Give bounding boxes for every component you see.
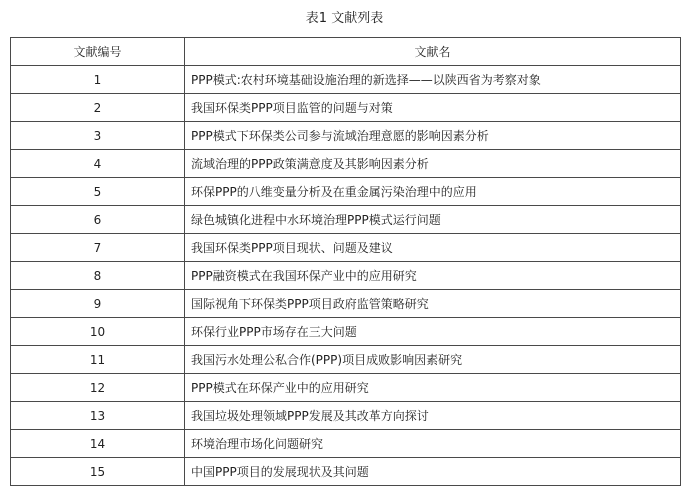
- ref-title: 流域治理的PPP政策满意度及其影响因素分析: [185, 150, 681, 178]
- ref-number: 11: [11, 346, 185, 374]
- ref-number: 13: [11, 402, 185, 430]
- table-row: [11, 234, 681, 262]
- table-row: [11, 150, 681, 178]
- table-row: [11, 458, 681, 486]
- ref-title: 国际视角下环保类PPP项目政府监管策略研究: [185, 290, 681, 318]
- ref-number: 12: [11, 374, 185, 402]
- table-row: [11, 94, 681, 122]
- table-caption: 表1 文献列表: [305, 11, 384, 26]
- ref-title: 我国污水处理公私合作(PPP)项目成败影响因素研究: [185, 346, 681, 374]
- ref-number: 8: [11, 262, 185, 290]
- ref-title: PPP融资模式在我国环保产业中的应用研究: [185, 262, 681, 290]
- ref-title: 环境治理市场化问题研究: [185, 430, 681, 458]
- ref-title: PPP模式:农村环境基础设施治理的新选择——以陕西省为考察对象: [185, 66, 681, 94]
- reference-table: [10, 37, 681, 486]
- table-row: [11, 178, 681, 206]
- ref-number: 9: [11, 290, 185, 318]
- table-row: [11, 206, 681, 234]
- table-row: [11, 346, 681, 374]
- ref-title: 我国环保类PPP项目现状、问题及建议: [185, 234, 681, 262]
- ref-number: 10: [11, 318, 185, 346]
- ref-number: 3: [11, 122, 185, 150]
- ref-number: 14: [11, 430, 185, 458]
- ref-title: 中国PPP项目的发展现状及其问题: [185, 458, 681, 486]
- table-row: [11, 290, 681, 318]
- table-row: [11, 430, 681, 458]
- table-row: [11, 66, 681, 94]
- ref-number: 5: [11, 178, 185, 206]
- ref-number: 1: [11, 66, 185, 94]
- ref-number: 15: [11, 458, 185, 486]
- ref-number: 6: [11, 206, 185, 234]
- ref-number: 2: [11, 94, 185, 122]
- ref-title: 环保行业PPP市场存在三大问题: [185, 318, 681, 346]
- table-row: [11, 262, 681, 290]
- ref-title: PPP模式下环保类公司参与流域治理意愿的影响因素分析: [185, 122, 681, 150]
- ref-title: PPP模式在环保产业中的应用研究: [185, 374, 681, 402]
- ref-title: 我国环保类PPP项目监管的问题与对策: [185, 94, 681, 122]
- table-row: [11, 374, 681, 402]
- header-ref-title: 文献名: [185, 38, 681, 66]
- ref-title: 绿色城镇化进程中水环境治理PPP模式运行问题: [185, 206, 681, 234]
- ref-title: 我国垃圾处理领域PPP发展及其改革方向探讨: [185, 402, 681, 430]
- table-row: [11, 402, 681, 430]
- header-ref-number: 文献编号: [11, 38, 185, 66]
- ref-number: 7: [11, 234, 185, 262]
- table-row: [11, 122, 681, 150]
- table-row: [11, 318, 681, 346]
- table-header-row: [11, 38, 681, 66]
- ref-title: 环保PPP的八维变量分析及在重金属污染治理中的应用: [185, 178, 681, 206]
- ref-number: 4: [11, 150, 185, 178]
